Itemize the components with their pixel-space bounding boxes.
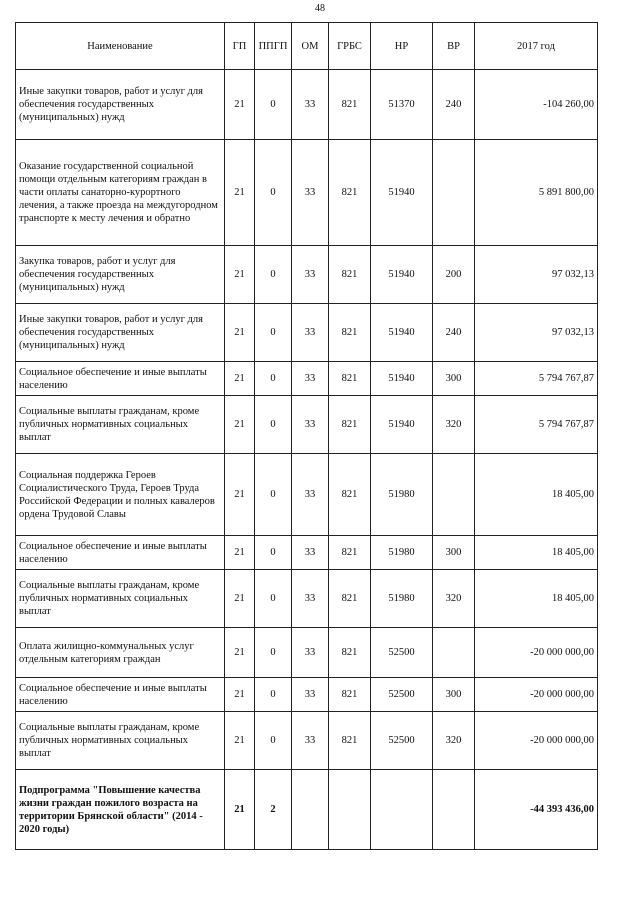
- cell-ppgp: 0: [255, 140, 292, 246]
- cell-om: 33: [292, 362, 329, 396]
- cell-om: [292, 770, 329, 850]
- cell-ppgp: 0: [255, 678, 292, 712]
- cell-grbs: 821: [329, 570, 371, 628]
- col-header-name: Наименование: [16, 23, 225, 70]
- cell-amount: -20 000 000,00: [475, 678, 598, 712]
- cell-nr: 51940: [371, 362, 433, 396]
- page-number: 48: [315, 3, 325, 14]
- cell-grbs: 821: [329, 628, 371, 678]
- cell-gp: 21: [225, 246, 255, 304]
- cell-grbs: 821: [329, 70, 371, 140]
- cell-amount: -20 000 000,00: [475, 712, 598, 770]
- cell-vr: 320: [433, 712, 475, 770]
- cell-nr: 51940: [371, 396, 433, 454]
- cell-name: Закупка товаров, работ и услуг для обеспечения государственных (муниципальных) нужд: [16, 246, 225, 304]
- cell-grbs: 821: [329, 304, 371, 362]
- cell-amount: -44 393 436,00: [475, 770, 598, 850]
- cell-vr: 320: [433, 396, 475, 454]
- cell-nr: 51940: [371, 304, 433, 362]
- cell-amount: 97 032,13: [475, 304, 598, 362]
- cell-om: 33: [292, 570, 329, 628]
- cell-nr: 51980: [371, 454, 433, 536]
- cell-amount: 18 405,00: [475, 454, 598, 536]
- cell-ppgp: 0: [255, 628, 292, 678]
- cell-grbs: 821: [329, 140, 371, 246]
- cell-om: 33: [292, 304, 329, 362]
- cell-om: 33: [292, 712, 329, 770]
- cell-name: Социальные выплаты гражданам, кроме публичных нормативных социальных выплат: [16, 396, 225, 454]
- cell-ppgp: 0: [255, 246, 292, 304]
- cell-name: Социальная поддержка Героев Социалистического Труда, Героев Труда Российской Федерации и полных кавалеров ордена Трудовой Славы: [16, 454, 225, 536]
- cell-name: Иные закупки товаров, работ и услуг для обеспечения государственных (муниципальных) нужд: [16, 70, 225, 140]
- header-row: [16, 23, 598, 70]
- cell-ppgp: 0: [255, 396, 292, 454]
- cell-name: Социальное обеспечение и иные выплаты населению: [16, 678, 225, 712]
- cell-nr: 51370: [371, 70, 433, 140]
- cell-vr: 200: [433, 246, 475, 304]
- cell-vr: 300: [433, 362, 475, 396]
- cell-grbs: [329, 770, 371, 850]
- cell-amount: 18 405,00: [475, 536, 598, 570]
- cell-vr: [433, 454, 475, 536]
- cell-name: Социальные выплаты гражданам, кроме публичных нормативных социальных выплат: [16, 570, 225, 628]
- cell-name: Подпрограмма "Повышение качества жизни граждан пожилого возраста на территории Брянской области" (2014 - 2020 годы): [16, 770, 225, 850]
- cell-name: Социальное обеспечение и иные выплаты населению: [16, 362, 225, 396]
- col-header-grbs: ГРБС: [329, 23, 371, 70]
- cell-ppgp: 0: [255, 70, 292, 140]
- table-row: [16, 712, 598, 770]
- cell-om: 33: [292, 454, 329, 536]
- cell-grbs: 821: [329, 454, 371, 536]
- cell-vr: 240: [433, 304, 475, 362]
- cell-nr: 51940: [371, 246, 433, 304]
- cell-name: Социальные выплаты гражданам, кроме публичных нормативных социальных выплат: [16, 712, 225, 770]
- cell-om: 33: [292, 246, 329, 304]
- cell-gp: 21: [225, 770, 255, 850]
- cell-om: 33: [292, 536, 329, 570]
- table-row: [16, 536, 598, 570]
- cell-gp: 21: [225, 678, 255, 712]
- table-row: [16, 362, 598, 396]
- cell-name: Иные закупки товаров, работ и услуг для обеспечения государственных (муниципальных) нужд: [16, 304, 225, 362]
- cell-gp: 21: [225, 70, 255, 140]
- cell-gp: 21: [225, 628, 255, 678]
- cell-ppgp: 0: [255, 454, 292, 536]
- col-header-vr: ВР: [433, 23, 475, 70]
- cell-gp: 21: [225, 140, 255, 246]
- table-row: [16, 396, 598, 454]
- cell-gp: 21: [225, 396, 255, 454]
- cell-nr: 52500: [371, 628, 433, 678]
- table-row: [16, 454, 598, 536]
- cell-vr: 320: [433, 570, 475, 628]
- cell-vr: [433, 628, 475, 678]
- cell-ppgp: 0: [255, 712, 292, 770]
- cell-nr: 51940: [371, 140, 433, 246]
- cell-name: Оплата жилищно-коммунальных услуг отдельным категориям граждан: [16, 628, 225, 678]
- cell-amount: -20 000 000,00: [475, 628, 598, 678]
- cell-vr: [433, 140, 475, 246]
- cell-nr: 51980: [371, 570, 433, 628]
- table-row: [16, 246, 598, 304]
- cell-gp: 21: [225, 362, 255, 396]
- cell-ppgp: 0: [255, 570, 292, 628]
- cell-om: 33: [292, 70, 329, 140]
- cell-gp: 21: [225, 570, 255, 628]
- cell-amount: 5 794 767,87: [475, 396, 598, 454]
- cell-gp: 21: [225, 304, 255, 362]
- cell-name: Оказание государственной социальной помощи отдельным категориям граждан в части оплаты санаторно-курортного лечения, а также проезда на междугородном транспорте к месту лечения и обратно: [16, 140, 225, 246]
- cell-grbs: 821: [329, 362, 371, 396]
- cell-vr: 240: [433, 70, 475, 140]
- col-header-ppgp: ППГП: [255, 23, 292, 70]
- cell-grbs: 821: [329, 536, 371, 570]
- cell-grbs: 821: [329, 678, 371, 712]
- cell-nr: [371, 770, 433, 850]
- table-row: [16, 70, 598, 140]
- cell-om: 33: [292, 628, 329, 678]
- cell-grbs: 821: [329, 246, 371, 304]
- cell-ppgp: 0: [255, 362, 292, 396]
- cell-ppgp: 0: [255, 304, 292, 362]
- cell-grbs: 821: [329, 396, 371, 454]
- cell-vr: [433, 770, 475, 850]
- table-row: [16, 678, 598, 712]
- cell-amount: 18 405,00: [475, 570, 598, 628]
- cell-grbs: 821: [329, 712, 371, 770]
- cell-amount: 5 891 800,00: [475, 140, 598, 246]
- cell-amount: -104 260,00: [475, 70, 598, 140]
- cell-nr: 51980: [371, 536, 433, 570]
- table-row: [16, 628, 598, 678]
- cell-gp: 21: [225, 712, 255, 770]
- cell-om: 33: [292, 678, 329, 712]
- cell-gp: 21: [225, 454, 255, 536]
- cell-om: 33: [292, 396, 329, 454]
- col-header-nr: НР: [371, 23, 433, 70]
- cell-om: 33: [292, 140, 329, 246]
- cell-vr: 300: [433, 536, 475, 570]
- cell-amount: 97 032,13: [475, 246, 598, 304]
- cell-nr: 52500: [371, 712, 433, 770]
- cell-ppgp: 2: [255, 770, 292, 850]
- cell-amount: 5 794 767,87: [475, 362, 598, 396]
- col-header-year: 2017 год: [475, 23, 598, 70]
- cell-nr: 52500: [371, 678, 433, 712]
- cell-gp: 21: [225, 536, 255, 570]
- col-header-om: ОМ: [292, 23, 329, 70]
- table-row: [16, 770, 598, 850]
- cell-name: Социальное обеспечение и иные выплаты населению: [16, 536, 225, 570]
- col-header-gp: ГП: [225, 23, 255, 70]
- table-row: [16, 570, 598, 628]
- budget-table: [15, 22, 598, 850]
- table-row: [16, 304, 598, 362]
- cell-vr: 300: [433, 678, 475, 712]
- table-row: [16, 140, 598, 246]
- cell-ppgp: 0: [255, 536, 292, 570]
